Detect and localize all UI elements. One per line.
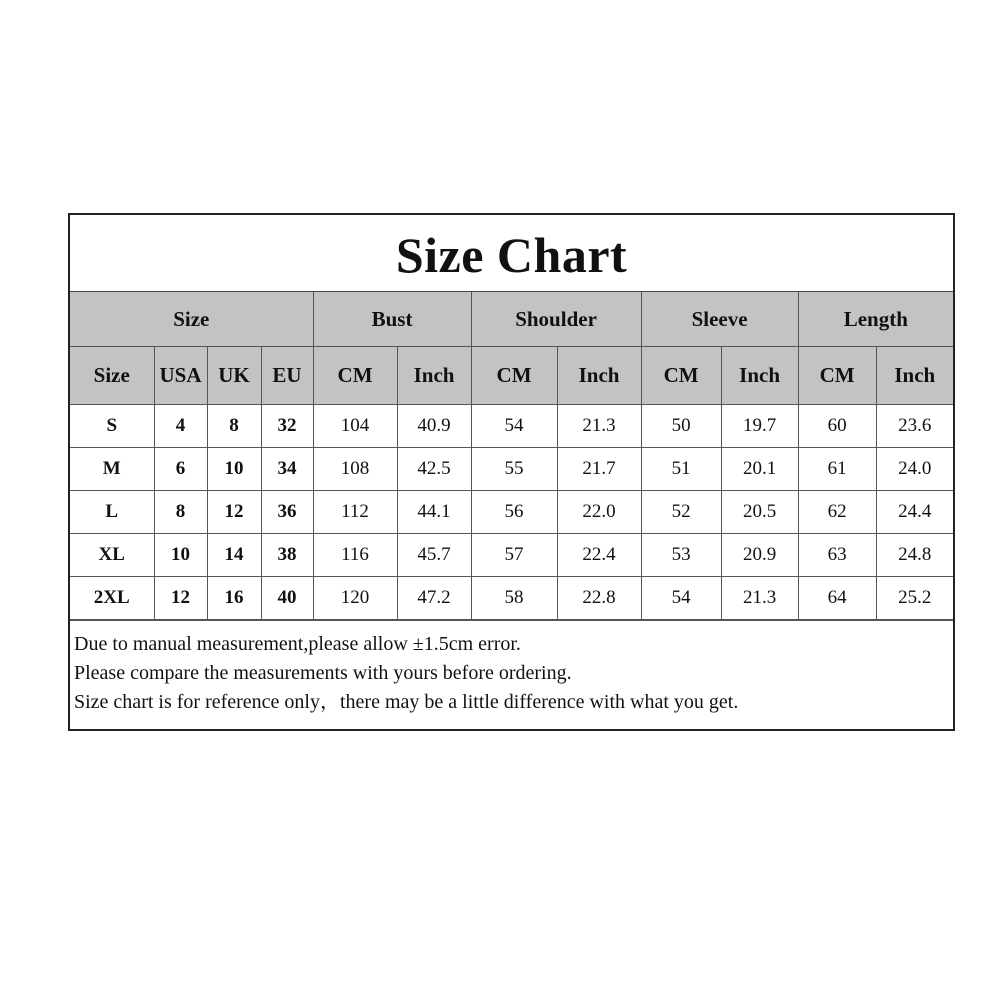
table-cell: 61 — [798, 448, 876, 491]
sub-header-bust-inch: Inch — [397, 347, 471, 405]
table-cell: 63 — [798, 534, 876, 577]
sub-header-sleeve-inch: Inch — [721, 347, 798, 405]
table-cell: 34 — [261, 448, 313, 491]
sub-header-length-inch: Inch — [876, 347, 953, 405]
table-cell: 108 — [313, 448, 397, 491]
table-cell: 58 — [471, 577, 557, 620]
table-cell: 120 — [313, 577, 397, 620]
table-cell: 12 — [154, 577, 207, 620]
group-header-shoulder: Shoulder — [471, 292, 641, 347]
table-cell: 10 — [207, 448, 261, 491]
chart-title: Size Chart — [70, 215, 953, 292]
sub-header-bust-cm: CM — [313, 347, 397, 405]
sub-header-length-cm: CM — [798, 347, 876, 405]
table-cell: 24.4 — [876, 491, 953, 534]
table-cell: 24.8 — [876, 534, 953, 577]
table-cell: 104 — [313, 405, 397, 448]
group-header-length: Length — [798, 292, 953, 347]
table-cell: 116 — [313, 534, 397, 577]
table-row — [70, 491, 953, 534]
table-cell: 21.3 — [721, 577, 798, 620]
table-cell: 112 — [313, 491, 397, 534]
sub-header-sleeve-cm: CM — [641, 347, 721, 405]
table-cell: 53 — [641, 534, 721, 577]
table-cell: 36 — [261, 491, 313, 534]
table-cell: 6 — [154, 448, 207, 491]
table-cell: 38 — [261, 534, 313, 577]
table-cell: S — [70, 405, 154, 448]
table-cell: 45.7 — [397, 534, 471, 577]
table-cell: 60 — [798, 405, 876, 448]
table-cell: 52 — [641, 491, 721, 534]
note-line: Please compare the measurements with yours before ordering. — [74, 662, 572, 684]
group-header-size: Size — [70, 292, 313, 347]
table-cell: 50 — [641, 405, 721, 448]
notes-section — [70, 620, 953, 717]
table-cell: 22.8 — [557, 577, 641, 620]
size-chart — [68, 213, 955, 731]
group-header-row — [70, 292, 953, 347]
table-cell: 44.1 — [397, 491, 471, 534]
group-header-bust: Bust — [313, 292, 471, 347]
table-row — [70, 405, 953, 448]
table-cell: 16 — [207, 577, 261, 620]
group-header-sleeve: Sleeve — [641, 292, 798, 347]
table-cell: M — [70, 448, 154, 491]
table-cell: 51 — [641, 448, 721, 491]
table-cell: 21.7 — [557, 448, 641, 491]
table-cell: 14 — [207, 534, 261, 577]
table-cell: 32 — [261, 405, 313, 448]
table-cell: 54 — [471, 405, 557, 448]
table-cell: 21.3 — [557, 405, 641, 448]
table-cell: 22.0 — [557, 491, 641, 534]
table-cell: 10 — [154, 534, 207, 577]
table-cell: 64 — [798, 577, 876, 620]
table-cell: 20.1 — [721, 448, 798, 491]
table-cell: 2XL — [70, 577, 154, 620]
table-cell: 8 — [207, 405, 261, 448]
sub-header-row — [70, 347, 953, 405]
sub-header-shoulder-inch: Inch — [557, 347, 641, 405]
table-cell: 22.4 — [557, 534, 641, 577]
sub-header-eu: EU — [261, 347, 313, 405]
table-cell: 20.9 — [721, 534, 798, 577]
table-cell: 20.5 — [721, 491, 798, 534]
sub-header-size: Size — [70, 347, 154, 405]
size-table — [70, 292, 953, 620]
table-cell: 55 — [471, 448, 557, 491]
note-line: Size chart is for reference only，there may be a little difference with what you get. — [74, 691, 739, 713]
table-row — [70, 448, 953, 491]
table-cell: 62 — [798, 491, 876, 534]
table-cell: 40 — [261, 577, 313, 620]
table-cell: L — [70, 491, 154, 534]
table-cell: 40.9 — [397, 405, 471, 448]
table-cell: 57 — [471, 534, 557, 577]
table-cell: 47.2 — [397, 577, 471, 620]
table-cell: 8 — [154, 491, 207, 534]
table-cell: 56 — [471, 491, 557, 534]
table-cell: 19.7 — [721, 405, 798, 448]
sub-header-shoulder-cm: CM — [471, 347, 557, 405]
table-row — [70, 534, 953, 577]
table-cell: 42.5 — [397, 448, 471, 491]
table-cell: 54 — [641, 577, 721, 620]
table-cell: 23.6 — [876, 405, 953, 448]
sub-header-uk: UK — [207, 347, 261, 405]
sub-header-usa: USA — [154, 347, 207, 405]
table-cell: 25.2 — [876, 577, 953, 620]
table-row — [70, 577, 953, 620]
table-cell: 4 — [154, 405, 207, 448]
table-cell: 24.0 — [876, 448, 953, 491]
table-cell: XL — [70, 534, 154, 577]
table-cell: 12 — [207, 491, 261, 534]
note-line: Due to manual measurement,please allow ±1.5cm error. — [74, 633, 521, 655]
